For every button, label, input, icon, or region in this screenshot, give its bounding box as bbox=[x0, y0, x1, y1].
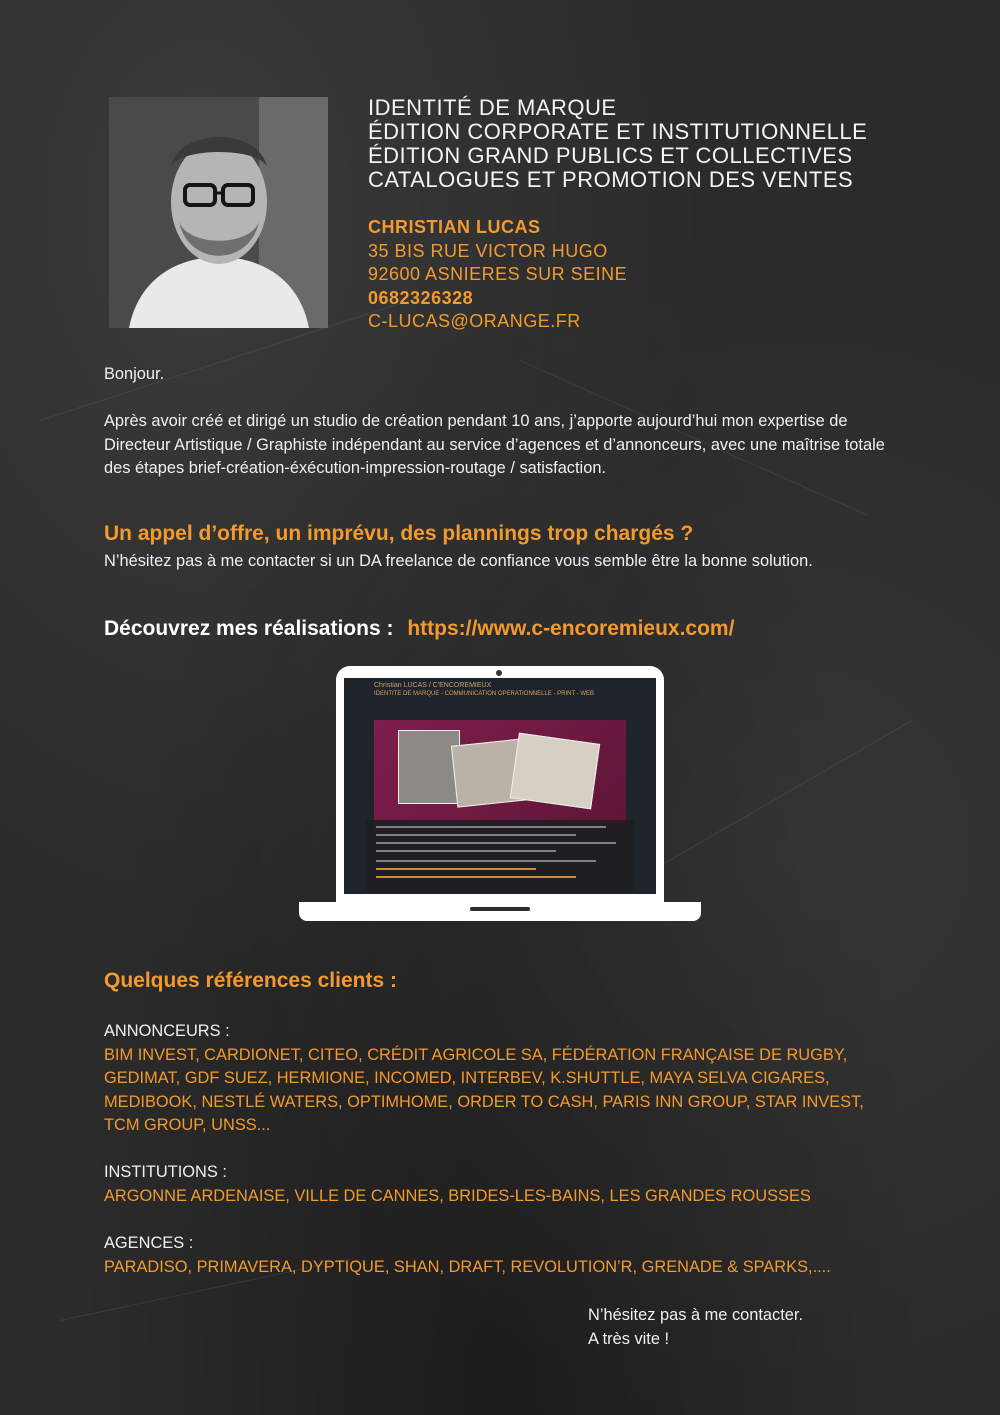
references-heading: Quelques références clients : bbox=[104, 969, 397, 992]
signoff-line1: N’hésitez pas à me contacter. bbox=[588, 1306, 804, 1324]
laptop-notch bbox=[470, 907, 530, 911]
reference-group-label: ANNONCEURS : bbox=[104, 1022, 230, 1040]
service-item: CATALOGUES ET PROMOTION DES VENTES bbox=[368, 167, 854, 192]
services-list bbox=[368, 96, 968, 192]
portrait-photo bbox=[109, 97, 328, 328]
reference-group-label: INSTITUTIONS : bbox=[104, 1163, 227, 1181]
magazine-thumbnail bbox=[510, 733, 600, 810]
contact-address-line1: 35 BIS RUE VICTOR HUGO bbox=[368, 240, 608, 261]
reference-group-institutions bbox=[104, 1161, 894, 1208]
reference-group-clients: PARADISO, PRIMAVERA, DYPTIQUE, SHAN, DRAFT, REVOLUTION’R, GRENADE & SPARKS,.... bbox=[104, 1257, 831, 1276]
laptop-mockup bbox=[336, 666, 664, 902]
intro-paragraph: Après avoir créé et dirigé un studio de création pendant 10 ans, j’apporte aujourd’hui mon expertise de Directeur Artistique / Graphiste indépendant au service d’agences et d’annonceurs, avec une maîtrise totale des étapes brief-création-éxécution-impression-routage / satisfaction. bbox=[104, 412, 885, 477]
portrait-illustration bbox=[109, 97, 328, 328]
contact-email[interactable]: C-LUCAS@ORANGE.FR bbox=[368, 311, 581, 331]
preview-subtitle: IDENTITE DE MARQUE - COMMUNICATION OPERATIONNELLE - PRINT - WEB bbox=[374, 691, 595, 697]
magazine-thumbnail bbox=[398, 730, 460, 804]
reference-group-advertisers bbox=[104, 1020, 894, 1138]
reference-group-agencies bbox=[104, 1232, 894, 1279]
signoff-line2: A très vite ! bbox=[588, 1330, 670, 1348]
preview-banner bbox=[374, 720, 626, 830]
portfolio-line bbox=[104, 617, 734, 641]
service-item: ÉDITION CORPORATE ET INSTITUTIONNELLE bbox=[368, 119, 868, 144]
reference-group-clients: BIM INVEST, CARDIONET, CITEO, CRÉDIT AGRICOLE SA, FÉDÉRATION FRANÇAISE DE RUGBY, GEDIMAT, GDF SUEZ, HERMIONE, INCOMED, INTERBEV, K.SHUTTLE, MAYA SELVA CIGARES, MEDIBOOK, NESTLÉ WATERS, OPTIMHOME, ORDER TO CASH, PARIS INN GROUP, STAR INVEST, TCM GROUP, UNSS... bbox=[104, 1045, 864, 1134]
contact-block bbox=[368, 216, 968, 334]
signoff bbox=[588, 1303, 803, 1351]
preview-text-area bbox=[366, 820, 634, 890]
portfolio-link[interactable]: https://www.c-encoremieux.com/ bbox=[407, 617, 735, 640]
portfolio-label: Découvrez mes réalisations : bbox=[104, 617, 394, 640]
offer-heading: Un appel d’offre, un imprévu, des plannings trop chargés ? bbox=[104, 522, 694, 545]
contact-address-line2: 92600 ASNIERES SUR SEINE bbox=[368, 264, 628, 284]
website-preview bbox=[344, 678, 656, 894]
contact-phone[interactable]: 0682326328 bbox=[368, 287, 474, 308]
reference-group-clients: ARGONNE ARDENAISE, VILLE DE CANNES, BRIDES-LES-BAINS, LES GRANDES ROUSSES bbox=[104, 1186, 811, 1205]
laptop-base bbox=[299, 902, 701, 921]
reference-group-label: AGENCES : bbox=[104, 1234, 194, 1252]
contact-name: CHRISTIAN LUCAS bbox=[368, 217, 541, 237]
camera-icon bbox=[496, 670, 502, 676]
greeting: Bonjour. bbox=[104, 365, 165, 383]
offer-text: N’hésitez pas à me contacter si un DA freelance de confiance vous semble être la bonne solution. bbox=[104, 552, 813, 570]
service-item: IDENTITÉ DE MARQUE bbox=[368, 95, 617, 120]
service-item: ÉDITION GRAND PUBLICS ET COLLECTIVES bbox=[368, 143, 853, 168]
preview-title: Christian LUCAS / C'ENCOREMIEUX bbox=[374, 682, 492, 689]
